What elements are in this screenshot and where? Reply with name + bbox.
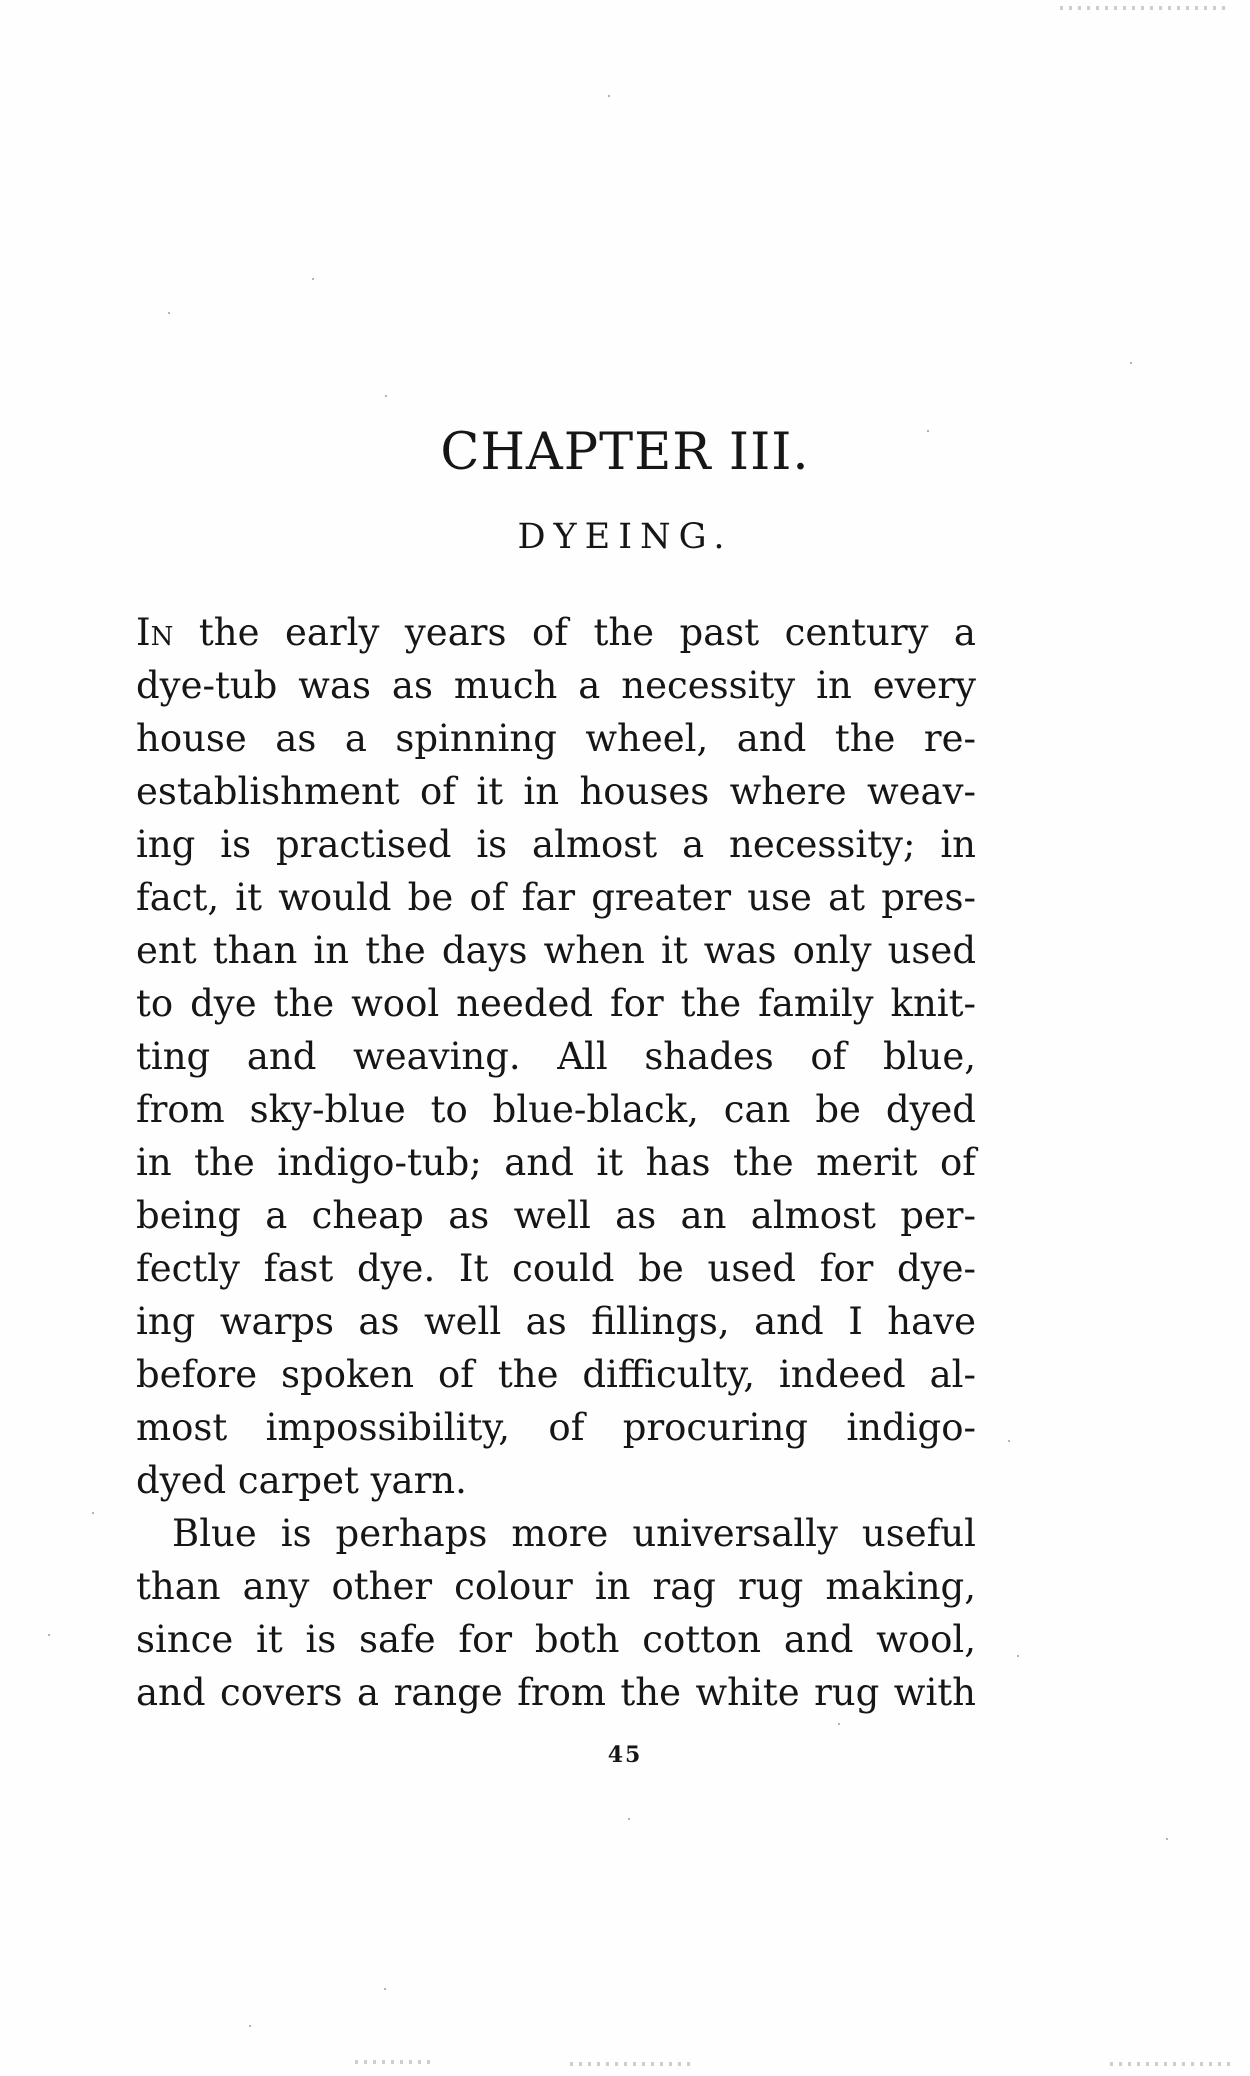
scan-speck [1008, 1440, 1010, 1442]
paragraph-1 [136, 606, 976, 1507]
scan-noise [570, 2062, 690, 2066]
dropcap-word: In [136, 611, 174, 654]
text-line: ing warps as well as fillings, and I have [136, 1300, 976, 1343]
scan-speck [48, 1634, 50, 1636]
scan-speck [628, 1818, 630, 1820]
scan-noise [1060, 6, 1230, 10]
text-line: before spoken of the difficulty, indeed al- [136, 1353, 976, 1396]
chapter-subtitle: DYEING. [517, 517, 733, 557]
page-number: 45 [607, 1742, 643, 1768]
text-line: ting and weaving. All shades of blue, [136, 1035, 976, 1078]
body-text [136, 606, 976, 1719]
scan-speck [168, 312, 170, 314]
paragraph-2 [136, 1507, 976, 1719]
text-line: In the early years of the past century a [136, 611, 976, 654]
scan-speck [927, 430, 929, 432]
text-line: dye-tub was as much a necessity in every [136, 664, 976, 707]
scan-noise [355, 2060, 435, 2064]
text-line: fectly fast dye. It could be used for dye- [136, 1247, 976, 1290]
text-line: than any other colour in rag rug making, [136, 1565, 976, 1608]
text-line: since it is safe for both cotton and wool, [136, 1618, 976, 1661]
scan-noise [1110, 2062, 1230, 2066]
text-line: establishment of it in houses where weav- [136, 770, 976, 813]
text-line: from sky-blue to blue-black, can be dyed [136, 1088, 976, 1131]
text-line: to dye the wool needed for the family knit- [136, 982, 976, 1025]
scan-speck [384, 1988, 386, 1990]
text-line: dyed carpet yarn. [136, 1459, 467, 1502]
scan-speck [249, 2025, 251, 2027]
text-line: being a cheap as well as an almost per- [136, 1194, 976, 1237]
scan-speck [1166, 1838, 1168, 1840]
text-line: ent than in the days when it was only used [136, 929, 976, 972]
scan-speck [608, 95, 610, 97]
scan-speck [312, 278, 314, 280]
scan-speck [385, 395, 387, 397]
text-line: in the indigo-tub; and it has the merit of [136, 1141, 976, 1184]
text-line: house as a spinning wheel, and the re- [136, 717, 976, 760]
scan-speck [1017, 1655, 1019, 1657]
text-line: and covers a range from the white rug with [136, 1671, 976, 1714]
text-line: Blue is perhaps more universally useful [172, 1512, 976, 1555]
scan-speck [838, 1723, 840, 1725]
text-line: fact, it would be of far greater use at pres- [136, 876, 976, 919]
scan-speck [1130, 362, 1132, 364]
scan-speck [92, 1512, 94, 1514]
text-line: most impossibility, of procuring indigo- [136, 1406, 976, 1449]
chapter-title: CHAPTER III. [440, 423, 810, 482]
text-line: ing is practised is almost a necessity; in [136, 823, 976, 866]
